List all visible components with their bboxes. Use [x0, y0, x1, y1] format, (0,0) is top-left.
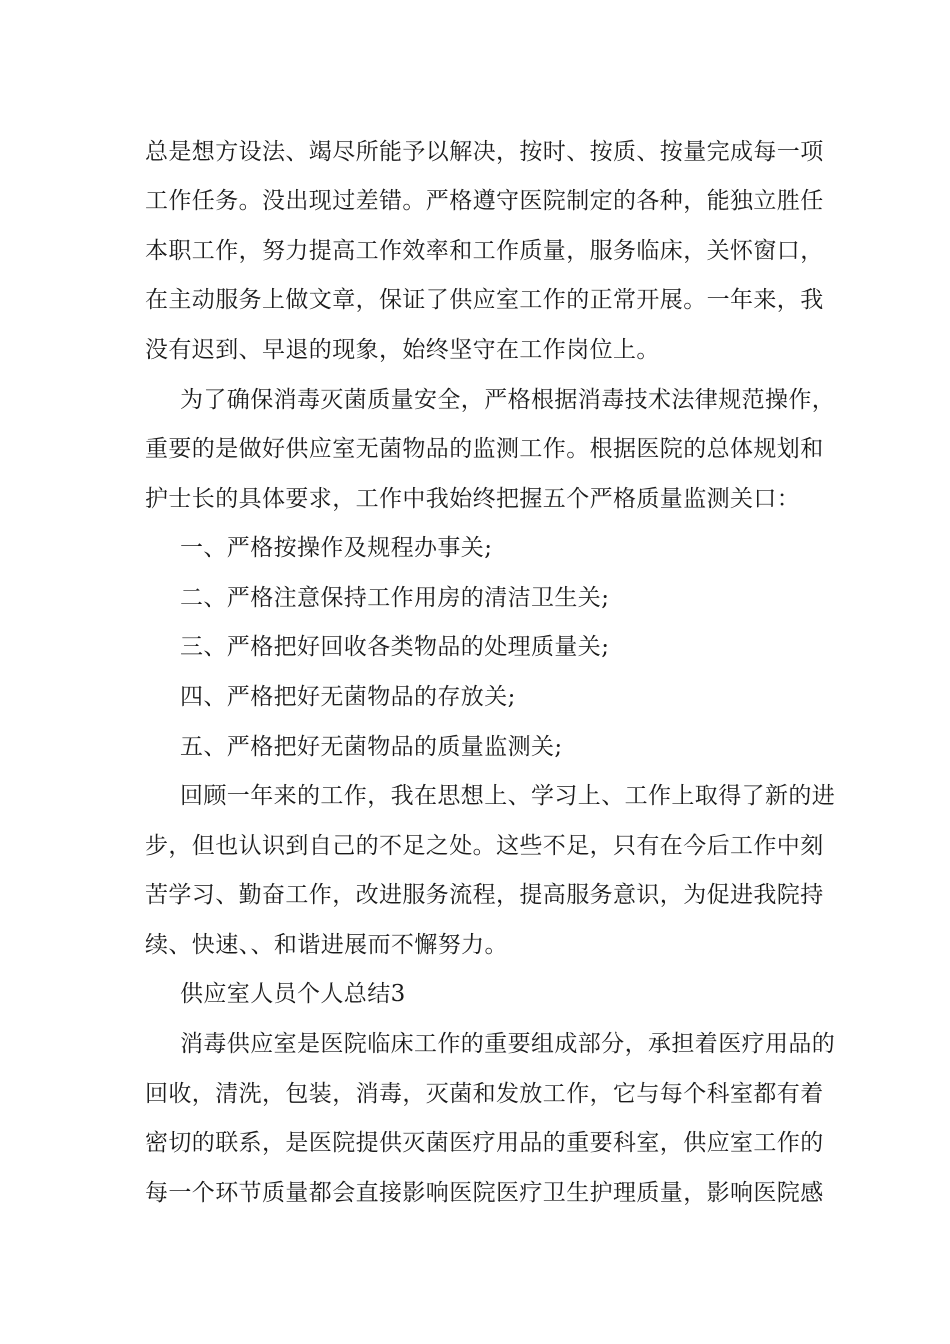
- text-line: 本职工作，努力提高工作效率和工作质量，服务临床，关怀窗口，: [145, 238, 824, 264]
- text-line: 苦学习、勤奋工作，改进服务流程，提高服务意识，为促进我院持: [145, 882, 824, 908]
- list-item: 五、严格把好无菌物品的质量监测关;: [180, 734, 563, 760]
- list-item: 四、严格把好无菌物品的存放关;: [180, 684, 516, 710]
- text-line: 每一个环节质量都会直接影响医院医疗卫生护理质量，影响医院感: [145, 1180, 824, 1206]
- text-line: 密切的联系，是医院提供灭菌医疗用品的重要科室，供应室工作的: [145, 1130, 824, 1156]
- text-line: 续、快速、、和谐进展而不懈努力。: [145, 932, 508, 958]
- text-line: 总是想方设法、竭尽所能予以解决，按时、按质、按量完成每一项: [145, 139, 824, 165]
- list-item: 二、严格注意保持工作用房的清洁卫生关;: [180, 585, 610, 611]
- paragraph-start-line: 为了确保消毒灭菌质量安全，严格根据消毒技术法律规范操作，: [180, 387, 836, 413]
- text-line: 没有迟到、早退的现象，始终坚守在工作岗位上。: [145, 337, 660, 363]
- list-item: 三、严格把好回收各类物品的处理质量关;: [180, 634, 610, 660]
- paragraph-start-line: 回顾一年来的工作，我在思想上、学习上、工作上取得了新的进: [180, 783, 836, 809]
- list-item: 一、严格按操作及规程办事关;: [180, 535, 493, 561]
- paragraph-start-line: 消毒供应室是医院临床工作的重要组成部分，承担着医疗用品的: [180, 1031, 836, 1057]
- text-line: 步，但也认识到自己的不足之处。这些不足，只有在今后工作中刻: [145, 833, 824, 859]
- text-line: 回收，清洗，包装，消毒，灭菌和发放工作，它与每个科室都有着: [145, 1081, 824, 1107]
- text-line: 工作任务。没出现过差错。严格遵守医院制定的各种，能独立胜任: [145, 188, 824, 214]
- text-line: 在主动服务上做文章，保证了供应室工作的正常开展。一年来，我: [145, 287, 824, 313]
- section-heading: 供应室人员个人总结3: [180, 981, 406, 1007]
- text-line: 重要的是做好供应室无菌物品的监测工作。根据医院的总体规划和: [145, 436, 824, 462]
- text-line: 护士长的具体要求，工作中我始终把握五个严格质量监测关口：: [145, 486, 801, 512]
